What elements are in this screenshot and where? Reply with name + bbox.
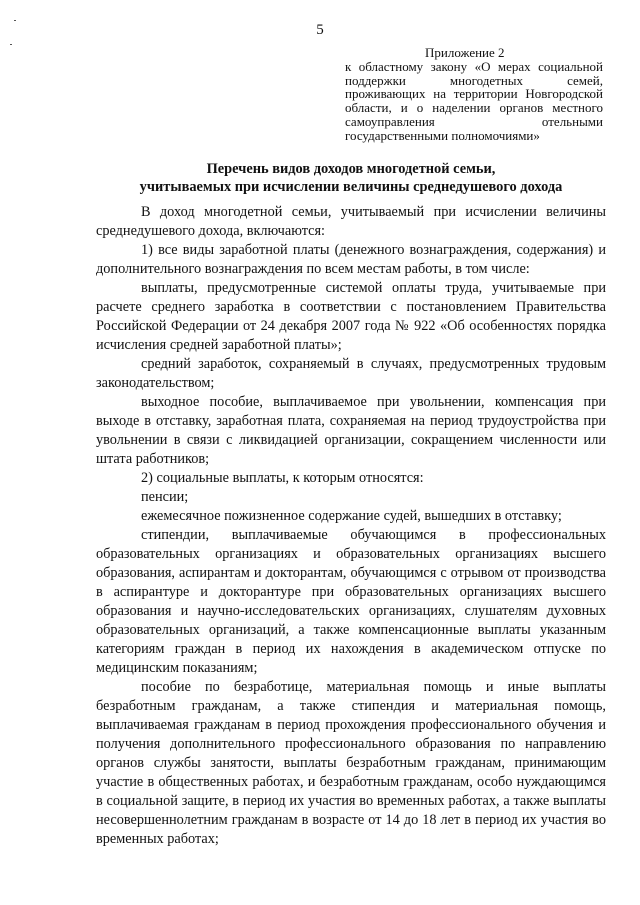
paragraph-intro: В доход многодетной семьи, учитываемый при исчислении величины среднедушевого дохода, включаются:	[96, 204, 606, 239]
page-number: 5	[316, 22, 324, 38]
paragraph-unemployment: пособие по безработице, материальная помощь и иные выплаты безработным гражданам, а также стипендия и материальная помощь, выплачиваемая гражданам в период прохождения профессионального обучения и получения дополнительного профессионального образования по направлению органов службы занятости, выплаты безработным гражданам, принимающим участие в общественных работах, и безработным гражданам, особо нуждающимся в социальной защите, в период их участия во временных работах, а также выплаты несовершеннолетним гражданам в возрасте от 14 до 18 лет в период их участия во временных работах;	[96, 679, 606, 847]
paragraph-payments: выплаты, предусмотренные системой оплаты труда, учитываемые при расчете среднего заработка в соответствии с постановлением Правительства Российской Федерации от 24 декабря 2007 года № 922 «Об особенностях порядка исчисления средней заработной платы»;	[96, 280, 606, 353]
heading-line-1: Перечень видов доходов многодетной семьи,	[206, 161, 496, 177]
paragraph-judges: ежемесячное пожизненное содержание судей, вышедших в отставку;	[141, 508, 562, 524]
appendix-text: к областному закону «О мерах социальной поддержки многодетных семей, проживающих на территории Новгородской области, и о наделении органов местного самоуправления отельными государственными полномочиями»	[345, 58, 603, 143]
paragraph-severance: выходное пособие, выплачиваемое при увольнении, компенсация при выходе в отставку, заработная плата, сохраняемая на период трудоустройства при увольнении в связи с ликвидацией организации, сокращением численности или штата работников;	[96, 394, 606, 467]
document-heading	[96, 160, 606, 196]
scan-speck	[10, 44, 12, 45]
appendix-title: Приложение 2	[425, 45, 505, 60]
paragraph-average-earnings: средний заработок, сохраняемый в случаях, предусмотренных трудовым законодательством;	[96, 356, 606, 391]
paragraph-item-1: 1) все виды заработной платы (денежного вознаграждения, содержания) и дополнительного вознаграждения по всем местам работы, в том числе:	[96, 242, 606, 277]
appendix-block	[345, 46, 603, 143]
paragraph-pensions: пенсии;	[141, 489, 189, 505]
scan-speck	[14, 20, 16, 21]
document-body	[96, 203, 606, 849]
heading-line-2: учитываемых при исчислении величины среднедушевого дохода	[139, 179, 563, 195]
paragraph-item-2: 2) социальные выплаты, к которым относятся:	[141, 470, 424, 486]
paragraph-stipends: стипендии, выплачиваемые обучающимся в профессиональных образовательных организациях и образовательных организациях высшего образования, аспирантам и докторантам, обучающимся с отрывом от производства в аспирантуре и докторантуре при образовательных организациях высшего образования и научно-исследовательских организациях, слушателям духовных образовательных организаций, а также компенсационные выплаты указанным категориям граждан в период их нахождения в академическом отпуске по медицинским показаниям;	[96, 527, 606, 676]
